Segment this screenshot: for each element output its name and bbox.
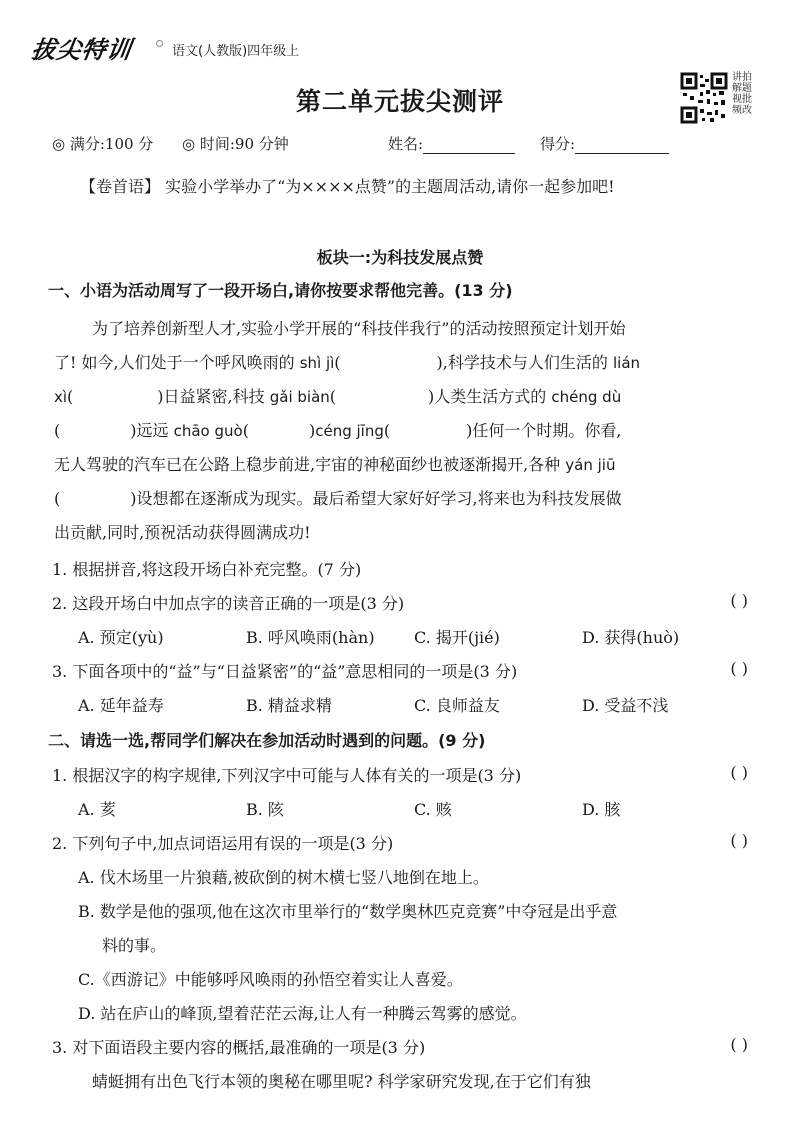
section2-title: 二、请选一选,帮同学们解决在参加活动时遇到的问题。(9 分) bbox=[48, 731, 486, 750]
passage-text: 无人驾驶的汽车已在公路上稳步前进,宇宙的神秘面纱也被逐渐揭开,各种 bbox=[54, 455, 561, 474]
s1-q3-option-d: D. 受益不浅 bbox=[582, 696, 669, 715]
blank-7[interactable]: ( ) bbox=[54, 489, 137, 508]
name-field[interactable] bbox=[388, 133, 515, 154]
s2-q1-option-c: C. 赅 bbox=[414, 800, 452, 819]
pinyin-cengjing: céng jīng bbox=[315, 422, 384, 440]
s2-q1-option-d: D. 胲 bbox=[582, 800, 621, 819]
passage-text: 任何一个时期。你看, bbox=[472, 421, 622, 440]
passage-line-4 bbox=[54, 418, 754, 441]
passage-line-2 bbox=[54, 350, 754, 373]
passage-line-3 bbox=[54, 384, 754, 407]
s1-q2-option-b: B. 呼风唤雨(hàn) bbox=[246, 628, 375, 647]
s1-q3-option-b: B. 精益求精 bbox=[246, 696, 332, 715]
pinyin-gaibian: gǎi biàn bbox=[269, 388, 330, 406]
s1-q2-option-a: A. 预定(yù) bbox=[78, 628, 164, 647]
score-label: 得分: bbox=[540, 135, 576, 153]
s2-q2-option-d: D. 站在庐山的峰顶,望着茫茫云海,让人有一种腾云驾雾的感觉。 bbox=[78, 1004, 527, 1023]
s1-q2-option-c: C. 揭开(jié) bbox=[414, 628, 500, 647]
brand-logo: 拔尖特训 bbox=[29, 36, 134, 64]
passage-line-1: 为了培养创新型人才,实验小学开展的“科技伴我行”的活动按照预定计划开始 bbox=[92, 319, 626, 338]
pinyin-xi: xì bbox=[54, 388, 68, 406]
name-blank[interactable] bbox=[423, 137, 515, 154]
s1-question-1: 1. 根据拼音,将这段开场白补充完整。(7 分) bbox=[52, 560, 362, 579]
passage-text: ,科学技术与人们生活的 bbox=[442, 353, 608, 372]
block1-title: 板块一:为科技发展点赞 bbox=[316, 248, 484, 267]
name-label: 姓名: bbox=[388, 135, 424, 153]
pinyin-chaoguo: chāo guò bbox=[173, 422, 243, 440]
blank-4[interactable]: ( ) bbox=[54, 421, 137, 440]
s2-q3-answer-box[interactable]: ( ) bbox=[730, 1035, 748, 1054]
passage-text: 了! 如今,人们处于一个呼风唤雨的 bbox=[54, 353, 295, 372]
s2-question-1: 1. 根据汉字的构字规律,下列汉字中可能与人体有关的一项是(3 分) bbox=[52, 766, 522, 785]
section1-title: 一、小语为活动周写了一段开场白,请你按要求帮他完善。(13 分) bbox=[48, 281, 513, 300]
pinyin-shiji: shì jì bbox=[299, 354, 335, 372]
s1-q2-answer-box[interactable]: ( ) bbox=[730, 591, 748, 610]
s1-q3-option-a: A. 延年益寿 bbox=[78, 696, 164, 715]
full-score-label: ◎ 满分:100 分 bbox=[52, 135, 154, 153]
qr-code-icon bbox=[680, 72, 728, 124]
passage-line-6 bbox=[54, 486, 754, 509]
pinyin-yanjiu: yán jiū bbox=[565, 456, 616, 474]
pinyin-lian: lián bbox=[612, 354, 641, 372]
time-label: ◎ 时间:90 分钟 bbox=[182, 135, 289, 153]
blank-3[interactable]: ( ) bbox=[329, 387, 435, 406]
s2-q2-option-b-cont: 料的事。 bbox=[102, 936, 167, 955]
s2-question-2: 2. 下列句子中,加点词语运用有误的一项是(3 分) bbox=[52, 834, 394, 853]
pinyin-chengdu: chéng dù bbox=[551, 388, 622, 406]
brand-dot-icon bbox=[156, 40, 163, 47]
s1-q3-answer-box[interactable]: ( ) bbox=[730, 659, 748, 678]
blank-1[interactable]: ( ) bbox=[334, 353, 443, 372]
s2-q2-option-b: B. 数学是他的强项,他在这次市里举行的“数学奥林匹克竞赛”中夺冠是出乎意 bbox=[78, 902, 618, 921]
passage-text: 人类生活方式的 bbox=[434, 387, 547, 406]
s1-q3-option-c: C. 良师益友 bbox=[414, 696, 500, 715]
s2-q2-answer-box[interactable]: ( ) bbox=[730, 831, 748, 850]
passage-text: 设想都在逐渐成为现实。最后希望大家好好学习,将来也为科技发展做 bbox=[136, 489, 622, 508]
s2-q2-option-c: C.《西游记》中能够呼风唤雨的孙悟空着实让人喜爱。 bbox=[78, 970, 463, 989]
s1-q2-option-d: D. 获得(huò) bbox=[582, 628, 680, 647]
blank-6[interactable]: ( ) bbox=[383, 421, 473, 440]
s2-q1-option-a: A. 荄 bbox=[78, 800, 116, 819]
blank-2[interactable]: ( ) bbox=[67, 387, 164, 406]
s1-question-3: 3. 下面各项中的“益”与“日益紧密”的“益”意思相同的一项是(3 分) bbox=[52, 662, 518, 681]
passage-text: 日益紧密,科技 bbox=[163, 387, 265, 406]
blank-5[interactable]: ( ) bbox=[242, 421, 316, 440]
s2-q2-option-a: A. 伐木场里一片狼藉,被砍倒的树木横七竖八地倒在地上。 bbox=[78, 868, 489, 887]
score-field[interactable] bbox=[540, 133, 669, 154]
s2-q1-option-b: B. 陔 bbox=[246, 800, 284, 819]
passage-text: 远远 bbox=[136, 421, 169, 440]
page-title: 第二单元拔尖测评 bbox=[295, 87, 504, 116]
s2-q1-answer-box[interactable]: ( ) bbox=[730, 763, 748, 782]
passage-line-7: 出贡献,同时,预祝活动获得圆满成功! bbox=[54, 523, 311, 542]
preface-text: 【卷首语】 实验小学举办了“为××××点赞”的主题周活动,请你一起参加吧! bbox=[80, 177, 615, 196]
subject-label: 语文(人教版)四年级上 bbox=[172, 44, 300, 59]
passage-line-5 bbox=[54, 452, 754, 475]
s2-q3-passage: 蜻蜓拥有出色飞行本领的奥秘在哪里呢? 科学家研究发现,在于它们有独 bbox=[92, 1072, 591, 1091]
score-blank[interactable] bbox=[575, 137, 669, 154]
qr-caption: 讲拍解题视批频改 bbox=[732, 72, 752, 116]
s2-question-3: 3. 对下面语段主要内容的概括,最准确的一项是(3 分) bbox=[52, 1038, 426, 1057]
s1-question-2: 2. 这段开场白中加点字的读音正确的一项是(3 分) bbox=[52, 594, 405, 613]
